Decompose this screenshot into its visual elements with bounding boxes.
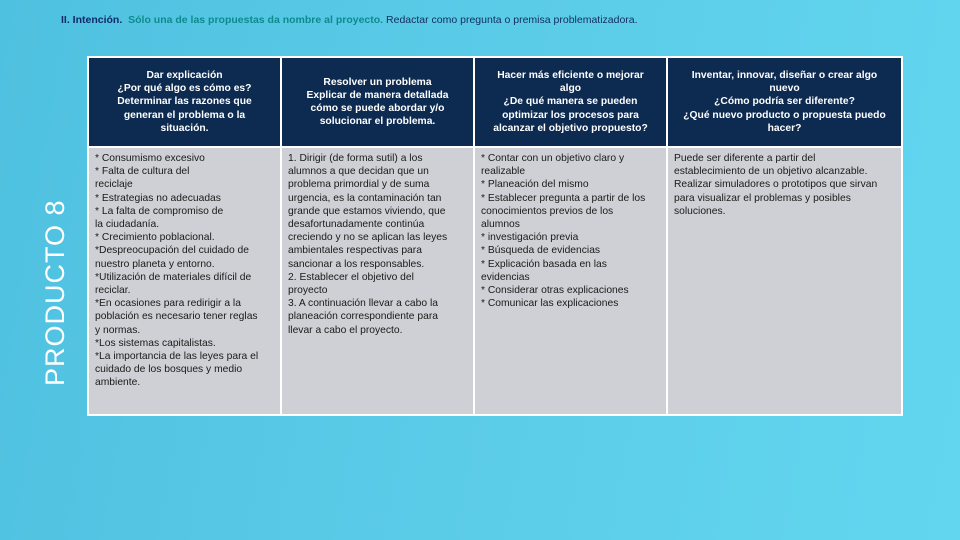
header-explain: Dar explicación ¿Por qué algo es cómo es? Determinar las razones que generan el problema o la situación. — [88, 57, 281, 147]
cell-explain: * Consumismo excesivo * Falta de cultura del reciclaje * Estrategias no adecuadas * La falta de compromiso de la ciudadanía. * Crecimiento poblacional. *Despreocupación del cuidado de nuestro planeta y entorno. *Utilización de materiales difícil de reciclar. *En ocasiones para redirigir a la población es necesario tener reglas y normas. *Los sistemas capitalistas. *La importancia de las leyes para el cuidado de los bosques y medio ambiente. — [88, 147, 281, 415]
intention-label: II. Intención. — [61, 14, 123, 26]
cell-improve: * Contar con un objetivo claro y realizable * Planeación del mismo * Establecer pregunta a partir de los conocimientos previos de los alumnos * investigación previa * Búsqueda de evidencias * Explicación basada en las evidencias * Considerar otras explicaciones * Comunicar las explicaciones — [474, 147, 667, 415]
header-invent: Inventar, innovar, diseñar o crear algo nuevo ¿Cómo podría ser diferente? ¿Qué nuevo producto o propuesta puedo hacer? — [667, 57, 902, 147]
header-solve: Resolver un problema Explicar de manera detallada cómo se puede abordar y/o solucionar el problema. — [281, 57, 474, 147]
proposals-table — [87, 56, 903, 416]
table-header-row — [88, 57, 902, 147]
intention-text: Redactar como pregunta o premisa problematizadora. — [386, 14, 638, 26]
cell-invent: Puede ser diferente a partir del establecimiento de un objetivo alcanzable. Realizar simuladores o prototipos que sirvan para visualizar el problemas y posibles soluciones. — [667, 147, 902, 415]
intention-highlight: Sólo una de las propuestas da nombre al proyecto. — [128, 14, 384, 26]
product-title: PRODUCTO 8 — [40, 199, 70, 386]
intention-instruction — [61, 14, 638, 26]
cell-solve: 1. Dirigir (de forma sutil) a los alumnos a que decidan que un problema primordial y de suma urgencia, es la contaminación tan grande que estamos viviendo, que desafortunadamente continúa creciendo y no se aplican las leyes ambientales respectivas para sancionar a los responsables. 2. Establecer el objetivo del proyecto 3. A continuación llevar a cabo la planeación correspondiente para llevar a cabo el proyecto. — [281, 147, 474, 415]
header-improve: Hacer más eficiente o mejorar algo ¿De qué manera se pueden optimizar los procesos para alcanzar el objetivo propuesto? — [474, 57, 667, 147]
table-row — [88, 147, 902, 415]
